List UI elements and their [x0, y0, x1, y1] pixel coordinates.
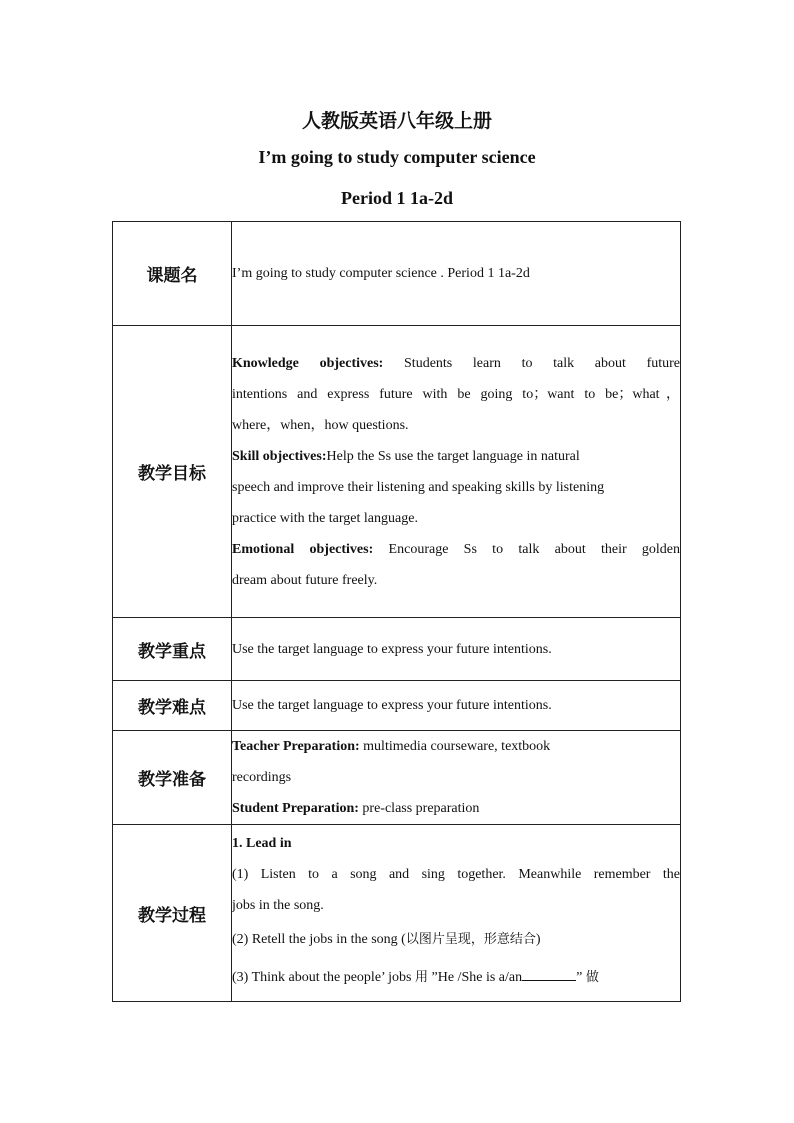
- teacher-label: Teacher Preparation:: [232, 739, 360, 754]
- emotional-label: Emotional objectives:: [232, 541, 374, 557]
- process-cell: [232, 825, 681, 1002]
- item2-end: ): [535, 932, 541, 947]
- knowledge-line-3: where，when，how questions.: [232, 417, 409, 433]
- label-difficulties: 教学难点: [113, 681, 232, 731]
- lesson-plan-table: [112, 221, 681, 1002]
- fill-blank-line: [522, 968, 576, 981]
- item3-cn1: 用: [415, 970, 429, 985]
- objectives-cell: [232, 326, 681, 618]
- topic-line: I’m going to study computer science . Period 1 1a-2d: [232, 266, 530, 281]
- difficulties-text: Use the target language to express your future intentions.: [232, 698, 552, 713]
- emotional-text-1: Encourage Ss to talk about their golden: [388, 541, 681, 557]
- row-objectives: [113, 326, 681, 618]
- student-text: pre-class preparation: [362, 801, 480, 816]
- teacher-line-1: [232, 731, 680, 762]
- item2-cn: 以图片呈现，形意结合: [405, 932, 536, 947]
- skill-line-3: practice with the target language.: [232, 510, 418, 526]
- knowledge-text-1: Students learn to talk about future: [404, 355, 681, 371]
- item2-en: (2) Retell the jobs in the song (: [232, 932, 406, 947]
- row-preparation: [113, 731, 681, 825]
- student-label: Student Preparation:: [232, 801, 359, 816]
- knowledge-label: Knowledge objectives:: [232, 355, 384, 371]
- label-key-points: 教学重点: [113, 618, 232, 681]
- emotional-line-1: [232, 534, 680, 565]
- knowledge-line-1: [232, 348, 680, 379]
- skill-label: Skill objectives:: [232, 448, 327, 464]
- item3-a: (3) Think about the people’ jobs: [232, 970, 415, 985]
- teacher-line-2: recordings: [232, 770, 292, 785]
- label-preparation: 教学准备: [113, 731, 232, 825]
- label-topic: 课题名: [113, 222, 232, 326]
- student-line: [232, 793, 680, 824]
- process-item3: [232, 958, 680, 998]
- process-item2: [232, 921, 680, 958]
- knowledge-line-2: intentions and express future with be going to；want to be；what，: [232, 386, 680, 402]
- skill-line-1: [232, 441, 680, 472]
- topic-text: [232, 222, 681, 326]
- key-points-text: Use the target language to express your future intentions.: [232, 641, 552, 657]
- item3-cn2: 做: [585, 970, 599, 985]
- row-topic: [113, 222, 681, 326]
- skill-text-1: Help the Ss use the target language in natural: [326, 448, 580, 464]
- difficulties-cell: [232, 681, 681, 731]
- emotional-line-2: dream about future freely.: [232, 572, 378, 588]
- label-process: 教学过程: [113, 825, 232, 1002]
- item3-c: ”: [576, 970, 586, 985]
- period-title: Period 1 1a-2d: [341, 188, 453, 208]
- key-points-cell: [232, 618, 681, 681]
- lead-in-heading: 1. Lead in: [232, 836, 292, 851]
- label-objectives: 教学目标: [113, 326, 232, 618]
- skill-line-2: speech and improve their listening and speaking skills by listening: [232, 479, 605, 495]
- preparation-cell: [232, 731, 681, 825]
- process-item1-line-2: jobs in the song.: [232, 898, 324, 913]
- item3-b: ”He /She is a/an: [428, 970, 523, 985]
- row-difficulties: [113, 681, 681, 731]
- process-item1-line-1: (1) Listen to a song and sing together. Meanwhile remember the: [232, 867, 680, 882]
- row-key-points: [113, 618, 681, 681]
- row-process: [113, 825, 681, 1002]
- teacher-text-1: multimedia courseware, textbook: [363, 739, 551, 754]
- unit-title: I’m going to study computer science: [258, 147, 536, 167]
- book-title: 人教版英语八年级上册: [301, 110, 492, 132]
